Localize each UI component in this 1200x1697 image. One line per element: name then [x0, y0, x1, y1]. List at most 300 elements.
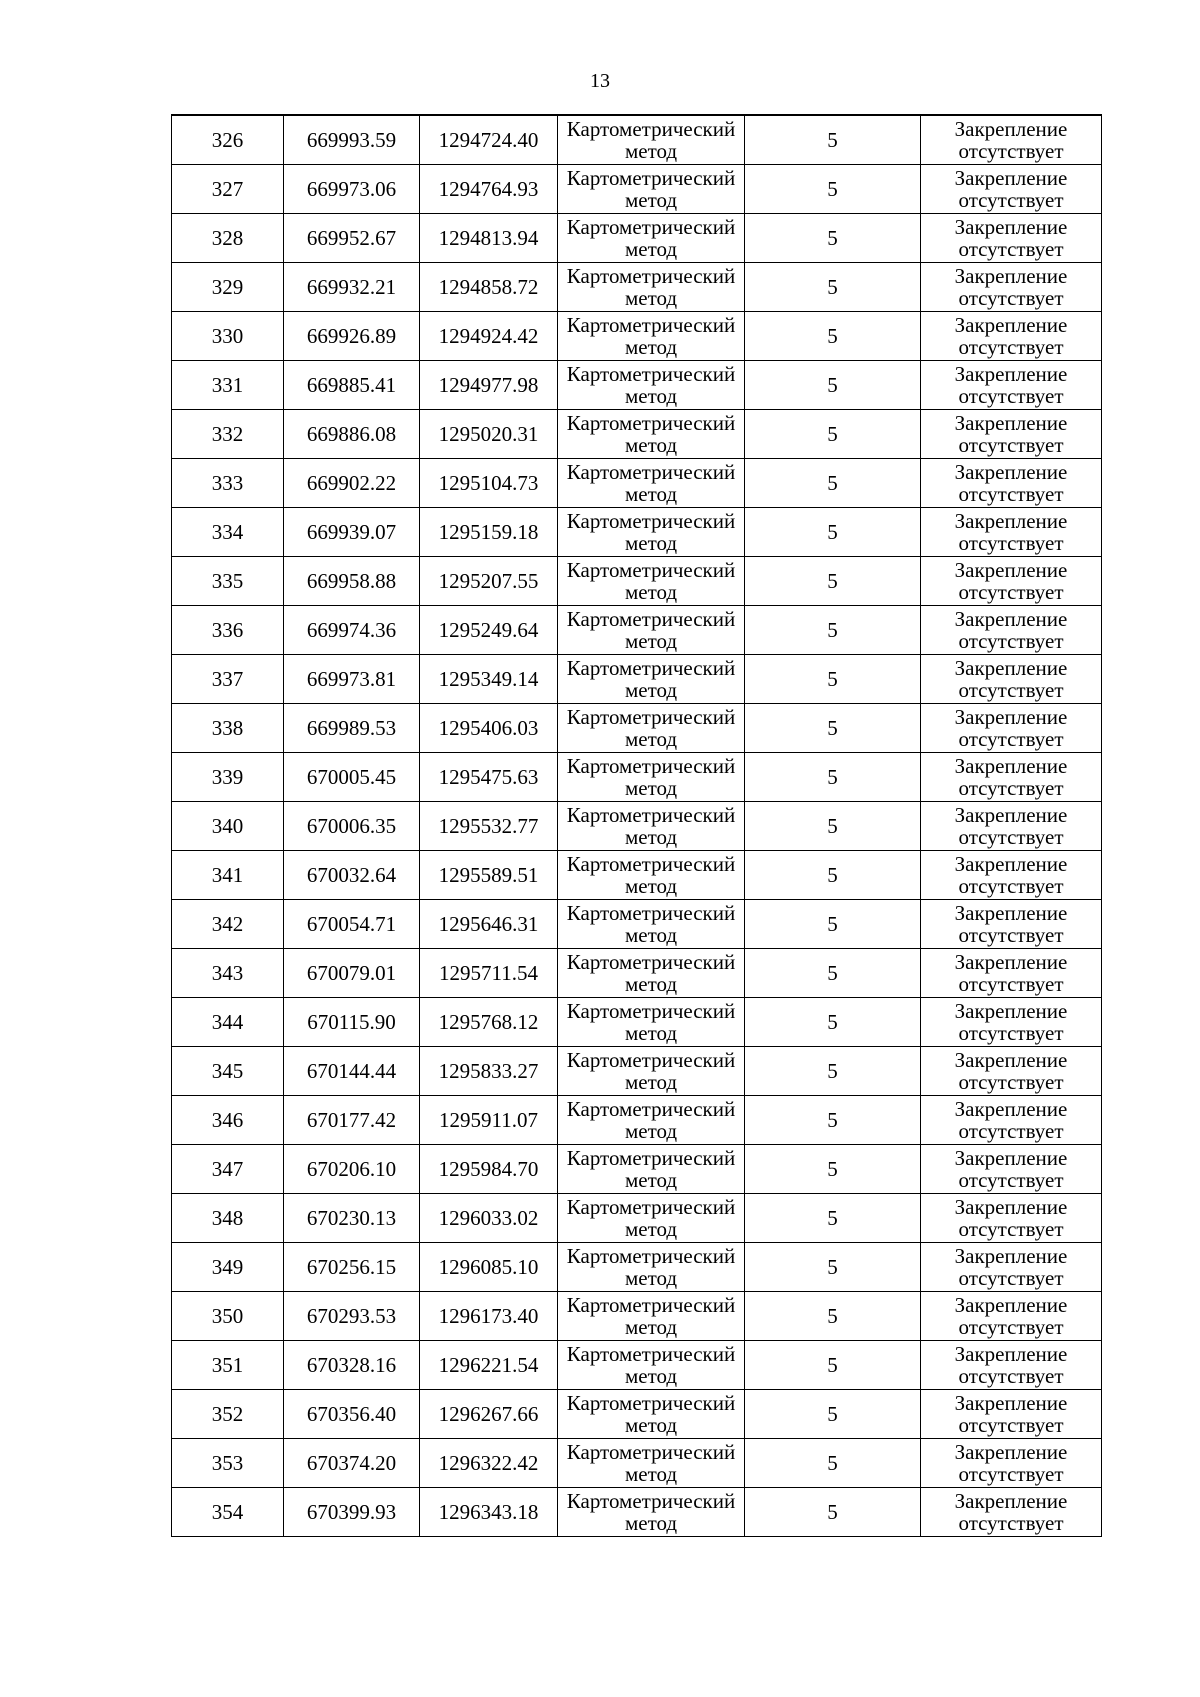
method-cell	[558, 115, 745, 165]
method-line: метод	[624, 776, 678, 800]
description-line: Закрепление	[954, 411, 1068, 435]
point-number-cell: 336	[172, 606, 284, 655]
method-cell	[558, 1292, 745, 1341]
description-line: отсутствует	[958, 923, 1064, 947]
point-number-cell: 332	[172, 410, 284, 459]
method-line: метод	[624, 139, 678, 163]
table-row	[172, 263, 1102, 312]
x-coordinate-cell: 669989.53	[284, 704, 420, 753]
accuracy-cell: 5	[745, 361, 921, 410]
point-number-cell: 345	[172, 1047, 284, 1096]
description-line: Закрепление	[954, 999, 1068, 1023]
method-line: Картометрический	[566, 901, 736, 925]
y-coordinate-cell: 1294924.42	[420, 312, 558, 361]
table-row	[172, 115, 1102, 165]
description-line: отсутствует	[958, 1413, 1064, 1437]
point-number-cell: 344	[172, 998, 284, 1047]
y-coordinate-cell: 1294858.72	[420, 263, 558, 312]
method-line: метод	[624, 1168, 678, 1192]
y-coordinate-cell: 1296322.42	[420, 1439, 558, 1488]
description-line: отсутствует	[958, 825, 1064, 849]
method-line: Картометрический	[566, 705, 736, 729]
description-line: отсутствует	[958, 1462, 1064, 1486]
x-coordinate-cell: 669973.06	[284, 165, 420, 214]
method-line: Картометрический	[566, 166, 736, 190]
y-coordinate-cell: 1295159.18	[420, 508, 558, 557]
y-coordinate-cell: 1295020.31	[420, 410, 558, 459]
y-coordinate-cell: 1295532.77	[420, 802, 558, 851]
method-cell	[558, 949, 745, 998]
point-number-cell: 327	[172, 165, 284, 214]
point-number-cell: 343	[172, 949, 284, 998]
accuracy-cell: 5	[745, 949, 921, 998]
description-line: отсутствует	[958, 776, 1064, 800]
table-row	[172, 361, 1102, 410]
x-coordinate-cell: 670206.10	[284, 1145, 420, 1194]
table-row	[172, 214, 1102, 263]
description-line: Закрепление	[954, 509, 1068, 533]
table-row	[172, 1439, 1102, 1488]
description-line: Закрепление	[954, 901, 1068, 925]
method-line: Картометрический	[566, 1293, 736, 1317]
method-line: метод	[624, 972, 678, 996]
description-line: отсутствует	[958, 1021, 1064, 1045]
table-row	[172, 1390, 1102, 1439]
description-line: отсутствует	[958, 531, 1064, 555]
description-cell	[921, 753, 1102, 802]
table-row	[172, 1096, 1102, 1145]
description-line: Закрепление	[954, 1342, 1068, 1366]
method-cell	[558, 1047, 745, 1096]
table-row	[172, 1194, 1102, 1243]
description-cell	[921, 1292, 1102, 1341]
x-coordinate-cell: 669973.81	[284, 655, 420, 704]
y-coordinate-cell: 1296173.40	[420, 1292, 558, 1341]
description-line: отсутствует	[958, 1511, 1064, 1535]
method-line: Картометрический	[566, 950, 736, 974]
description-cell	[921, 165, 1102, 214]
description-line: отсутствует	[958, 1070, 1064, 1094]
description-cell	[921, 1243, 1102, 1292]
description-line: Закрепление	[954, 607, 1068, 631]
point-number-cell: 338	[172, 704, 284, 753]
description-line: Закрепление	[954, 215, 1068, 239]
table-row	[172, 802, 1102, 851]
method-cell	[558, 851, 745, 900]
method-line: Картометрический	[566, 1440, 736, 1464]
method-cell	[558, 704, 745, 753]
page-number: 13	[590, 70, 610, 92]
x-coordinate-cell: 670399.93	[284, 1488, 420, 1537]
x-coordinate-cell: 670032.64	[284, 851, 420, 900]
method-line: метод	[624, 1315, 678, 1339]
point-number-cell: 346	[172, 1096, 284, 1145]
table-row	[172, 1243, 1102, 1292]
method-line: метод	[624, 727, 678, 751]
method-line: Картометрический	[566, 411, 736, 435]
description-line: отсутствует	[958, 384, 1064, 408]
description-line: Закрепление	[954, 313, 1068, 337]
method-cell	[558, 655, 745, 704]
description-cell	[921, 1341, 1102, 1390]
description-line: Закрепление	[954, 705, 1068, 729]
x-coordinate-cell: 670005.45	[284, 753, 420, 802]
description-line: отсутствует	[958, 727, 1064, 751]
description-line: Закрепление	[954, 1195, 1068, 1219]
description-cell	[921, 949, 1102, 998]
point-number-cell: 347	[172, 1145, 284, 1194]
table-row	[172, 410, 1102, 459]
method-line: Картометрический	[566, 1195, 736, 1219]
x-coordinate-cell: 670006.35	[284, 802, 420, 851]
description-line: отсутствует	[958, 678, 1064, 702]
method-line: метод	[624, 678, 678, 702]
y-coordinate-cell: 1296085.10	[420, 1243, 558, 1292]
description-cell	[921, 998, 1102, 1047]
method-line: метод	[624, 384, 678, 408]
method-line: метод	[624, 580, 678, 604]
method-cell	[558, 1145, 745, 1194]
description-cell	[921, 410, 1102, 459]
point-number-cell: 334	[172, 508, 284, 557]
accuracy-cell: 5	[745, 1292, 921, 1341]
point-number-cell: 350	[172, 1292, 284, 1341]
description-line: Закрепление	[954, 166, 1068, 190]
table-row	[172, 1341, 1102, 1390]
table-body	[172, 115, 1102, 1537]
accuracy-cell: 5	[745, 1439, 921, 1488]
description-line: Закрепление	[954, 362, 1068, 386]
description-line: отсутствует	[958, 1217, 1064, 1241]
accuracy-cell: 5	[745, 606, 921, 655]
method-line: метод	[624, 1070, 678, 1094]
description-cell	[921, 1047, 1102, 1096]
y-coordinate-cell: 1294724.40	[420, 115, 558, 165]
accuracy-cell: 5	[745, 508, 921, 557]
method-line: метод	[624, 629, 678, 653]
x-coordinate-cell: 670115.90	[284, 998, 420, 1047]
method-line: метод	[624, 531, 678, 555]
accuracy-cell: 5	[745, 115, 921, 165]
accuracy-cell: 5	[745, 263, 921, 312]
description-line: отсутствует	[958, 188, 1064, 212]
y-coordinate-cell: 1296221.54	[420, 1341, 558, 1390]
description-cell	[921, 508, 1102, 557]
x-coordinate-cell: 669958.88	[284, 557, 420, 606]
description-cell	[921, 1096, 1102, 1145]
accuracy-cell: 5	[745, 1096, 921, 1145]
method-cell	[558, 1194, 745, 1243]
y-coordinate-cell: 1296343.18	[420, 1488, 558, 1537]
accuracy-cell: 5	[745, 655, 921, 704]
x-coordinate-cell: 669974.36	[284, 606, 420, 655]
x-coordinate-cell: 669939.07	[284, 508, 420, 557]
accuracy-cell: 5	[745, 1488, 921, 1537]
method-cell	[558, 263, 745, 312]
method-line: метод	[624, 1462, 678, 1486]
x-coordinate-cell: 670230.13	[284, 1194, 420, 1243]
point-number-cell: 337	[172, 655, 284, 704]
method-line: Картометрический	[566, 313, 736, 337]
table-row	[172, 606, 1102, 655]
description-line: отсутствует	[958, 580, 1064, 604]
y-coordinate-cell: 1295406.03	[420, 704, 558, 753]
method-line: метод	[624, 1119, 678, 1143]
point-number-cell: 352	[172, 1390, 284, 1439]
method-line: Картометрический	[566, 509, 736, 533]
description-line: Закрепление	[954, 1146, 1068, 1170]
point-number-cell: 326	[172, 115, 284, 165]
method-cell	[558, 802, 745, 851]
description-line: отсутствует	[958, 972, 1064, 996]
table-row	[172, 1292, 1102, 1341]
y-coordinate-cell: 1295249.64	[420, 606, 558, 655]
point-number-cell: 339	[172, 753, 284, 802]
description-line: отсутствует	[958, 433, 1064, 457]
accuracy-cell: 5	[745, 851, 921, 900]
description-line: отсутствует	[958, 1168, 1064, 1192]
y-coordinate-cell: 1295589.51	[420, 851, 558, 900]
method-line: Картометрический	[566, 362, 736, 386]
description-line: отсутствует	[958, 139, 1064, 163]
method-line: метод	[624, 482, 678, 506]
description-cell	[921, 361, 1102, 410]
method-line: метод	[624, 433, 678, 457]
x-coordinate-cell: 669926.89	[284, 312, 420, 361]
description-line: отсутствует	[958, 286, 1064, 310]
method-cell	[558, 753, 745, 802]
x-coordinate-cell: 669885.41	[284, 361, 420, 410]
description-line: отсутствует	[958, 237, 1064, 261]
method-line: Картометрический	[566, 460, 736, 484]
y-coordinate-cell: 1296033.02	[420, 1194, 558, 1243]
description-line: Закрепление	[954, 117, 1068, 141]
y-coordinate-cell: 1295711.54	[420, 949, 558, 998]
point-number-cell: 349	[172, 1243, 284, 1292]
description-cell	[921, 557, 1102, 606]
method-line: метод	[624, 1511, 678, 1535]
y-coordinate-cell: 1295207.55	[420, 557, 558, 606]
method-cell	[558, 361, 745, 410]
y-coordinate-cell: 1295984.70	[420, 1145, 558, 1194]
y-coordinate-cell: 1294977.98	[420, 361, 558, 410]
method-cell	[558, 1243, 745, 1292]
point-number-cell: 342	[172, 900, 284, 949]
x-coordinate-cell: 670144.44	[284, 1047, 420, 1096]
accuracy-cell: 5	[745, 1341, 921, 1390]
accuracy-cell: 5	[745, 1194, 921, 1243]
description-line: отсутствует	[958, 335, 1064, 359]
method-cell	[558, 410, 745, 459]
accuracy-cell: 5	[745, 998, 921, 1047]
point-number-cell: 341	[172, 851, 284, 900]
method-line: метод	[624, 1217, 678, 1241]
method-line: Картометрический	[566, 852, 736, 876]
table-row	[172, 851, 1102, 900]
method-line: метод	[624, 1266, 678, 1290]
point-number-cell: 351	[172, 1341, 284, 1390]
method-line: Картометрический	[566, 215, 736, 239]
x-coordinate-cell: 669952.67	[284, 214, 420, 263]
description-cell	[921, 115, 1102, 165]
accuracy-cell: 5	[745, 704, 921, 753]
table-row	[172, 557, 1102, 606]
x-coordinate-cell: 670256.15	[284, 1243, 420, 1292]
method-line: метод	[624, 237, 678, 261]
description-line: Закрепление	[954, 1440, 1068, 1464]
description-cell	[921, 1194, 1102, 1243]
table-row	[172, 900, 1102, 949]
x-coordinate-cell: 669902.22	[284, 459, 420, 508]
description-cell	[921, 214, 1102, 263]
accuracy-cell: 5	[745, 753, 921, 802]
table-row	[172, 165, 1102, 214]
description-cell	[921, 459, 1102, 508]
table-row	[172, 949, 1102, 998]
accuracy-cell: 5	[745, 802, 921, 851]
description-cell	[921, 851, 1102, 900]
description-line: Закрепление	[954, 852, 1068, 876]
method-cell	[558, 557, 745, 606]
y-coordinate-cell: 1294813.94	[420, 214, 558, 263]
y-coordinate-cell: 1295349.14	[420, 655, 558, 704]
table-row	[172, 753, 1102, 802]
description-line: Закрепление	[954, 1391, 1068, 1415]
description-cell	[921, 802, 1102, 851]
accuracy-cell: 5	[745, 312, 921, 361]
description-line: Закрепление	[954, 558, 1068, 582]
x-coordinate-cell: 670177.42	[284, 1096, 420, 1145]
table-row	[172, 508, 1102, 557]
accuracy-cell: 5	[745, 459, 921, 508]
method-line: метод	[624, 874, 678, 898]
y-coordinate-cell: 1294764.93	[420, 165, 558, 214]
method-line: Картометрический	[566, 754, 736, 778]
method-line: Картометрический	[566, 1048, 736, 1072]
description-line: Закрепление	[954, 950, 1068, 974]
accuracy-cell: 5	[745, 1145, 921, 1194]
description-cell	[921, 606, 1102, 655]
method-cell	[558, 998, 745, 1047]
method-cell	[558, 508, 745, 557]
method-cell	[558, 606, 745, 655]
y-coordinate-cell: 1295475.63	[420, 753, 558, 802]
method-cell	[558, 1390, 745, 1439]
method-cell	[558, 165, 745, 214]
description-line: Закрепление	[954, 264, 1068, 288]
table-row	[172, 704, 1102, 753]
accuracy-cell: 5	[745, 165, 921, 214]
method-line: Картометрический	[566, 999, 736, 1023]
description-line: отсутствует	[958, 1364, 1064, 1388]
description-cell	[921, 1390, 1102, 1439]
description-line: Закрепление	[954, 1048, 1068, 1072]
method-cell	[558, 1341, 745, 1390]
description-line: отсутствует	[958, 629, 1064, 653]
method-line: Картометрический	[566, 803, 736, 827]
table-row	[172, 1488, 1102, 1537]
description-cell	[921, 655, 1102, 704]
description-line: отсутствует	[958, 1266, 1064, 1290]
description-cell	[921, 900, 1102, 949]
table-row	[172, 312, 1102, 361]
method-line: метод	[624, 825, 678, 849]
method-line: Картометрический	[566, 1391, 736, 1415]
accuracy-cell: 5	[745, 214, 921, 263]
method-cell	[558, 214, 745, 263]
method-cell	[558, 312, 745, 361]
accuracy-cell: 5	[745, 1047, 921, 1096]
x-coordinate-cell: 669993.59	[284, 115, 420, 165]
description-line: Закрепление	[954, 1097, 1068, 1121]
description-line: Закрепление	[954, 1244, 1068, 1268]
description-cell	[921, 1439, 1102, 1488]
x-coordinate-cell: 669886.08	[284, 410, 420, 459]
description-cell	[921, 263, 1102, 312]
point-number-cell: 330	[172, 312, 284, 361]
point-number-cell: 353	[172, 1439, 284, 1488]
x-coordinate-cell: 670054.71	[284, 900, 420, 949]
method-line: Картометрический	[566, 264, 736, 288]
method-line: Картометрический	[566, 1097, 736, 1121]
description-line: Закрепление	[954, 460, 1068, 484]
description-line: Закрепление	[954, 1489, 1068, 1513]
table-row	[172, 1047, 1102, 1096]
method-line: Картометрический	[566, 1342, 736, 1366]
point-number-cell: 329	[172, 263, 284, 312]
point-number-cell: 348	[172, 1194, 284, 1243]
point-number-cell: 333	[172, 459, 284, 508]
description-line: Закрепление	[954, 656, 1068, 680]
method-line: Картометрический	[566, 1244, 736, 1268]
point-number-cell: 354	[172, 1488, 284, 1537]
table-row	[172, 459, 1102, 508]
description-line: отсутствует	[958, 482, 1064, 506]
point-number-cell: 328	[172, 214, 284, 263]
description-line: отсутствует	[958, 1315, 1064, 1339]
x-coordinate-cell: 670293.53	[284, 1292, 420, 1341]
description-line: Закрепление	[954, 803, 1068, 827]
x-coordinate-cell: 670356.40	[284, 1390, 420, 1439]
method-line: метод	[624, 1364, 678, 1388]
method-line: Картометрический	[566, 1146, 736, 1170]
accuracy-cell: 5	[745, 1390, 921, 1439]
x-coordinate-cell: 670079.01	[284, 949, 420, 998]
method-line: Картометрический	[566, 558, 736, 582]
method-line: метод	[624, 923, 678, 947]
description-cell	[921, 312, 1102, 361]
method-cell	[558, 900, 745, 949]
method-cell	[558, 1439, 745, 1488]
accuracy-cell: 5	[745, 1243, 921, 1292]
method-line: метод	[624, 1021, 678, 1045]
description-line: отсутствует	[958, 874, 1064, 898]
x-coordinate-cell: 670328.16	[284, 1341, 420, 1390]
method-line: Картометрический	[566, 656, 736, 680]
accuracy-cell: 5	[745, 557, 921, 606]
point-number-cell: 340	[172, 802, 284, 851]
y-coordinate-cell: 1296267.66	[420, 1390, 558, 1439]
method-line: Картометрический	[566, 117, 736, 141]
point-number-cell: 335	[172, 557, 284, 606]
table-row	[172, 998, 1102, 1047]
method-line: Картометрический	[566, 607, 736, 631]
method-line: метод	[624, 335, 678, 359]
method-cell	[558, 1096, 745, 1145]
description-line: Закрепление	[954, 1293, 1068, 1317]
y-coordinate-cell: 1295833.27	[420, 1047, 558, 1096]
method-line: Картометрический	[566, 1489, 736, 1513]
